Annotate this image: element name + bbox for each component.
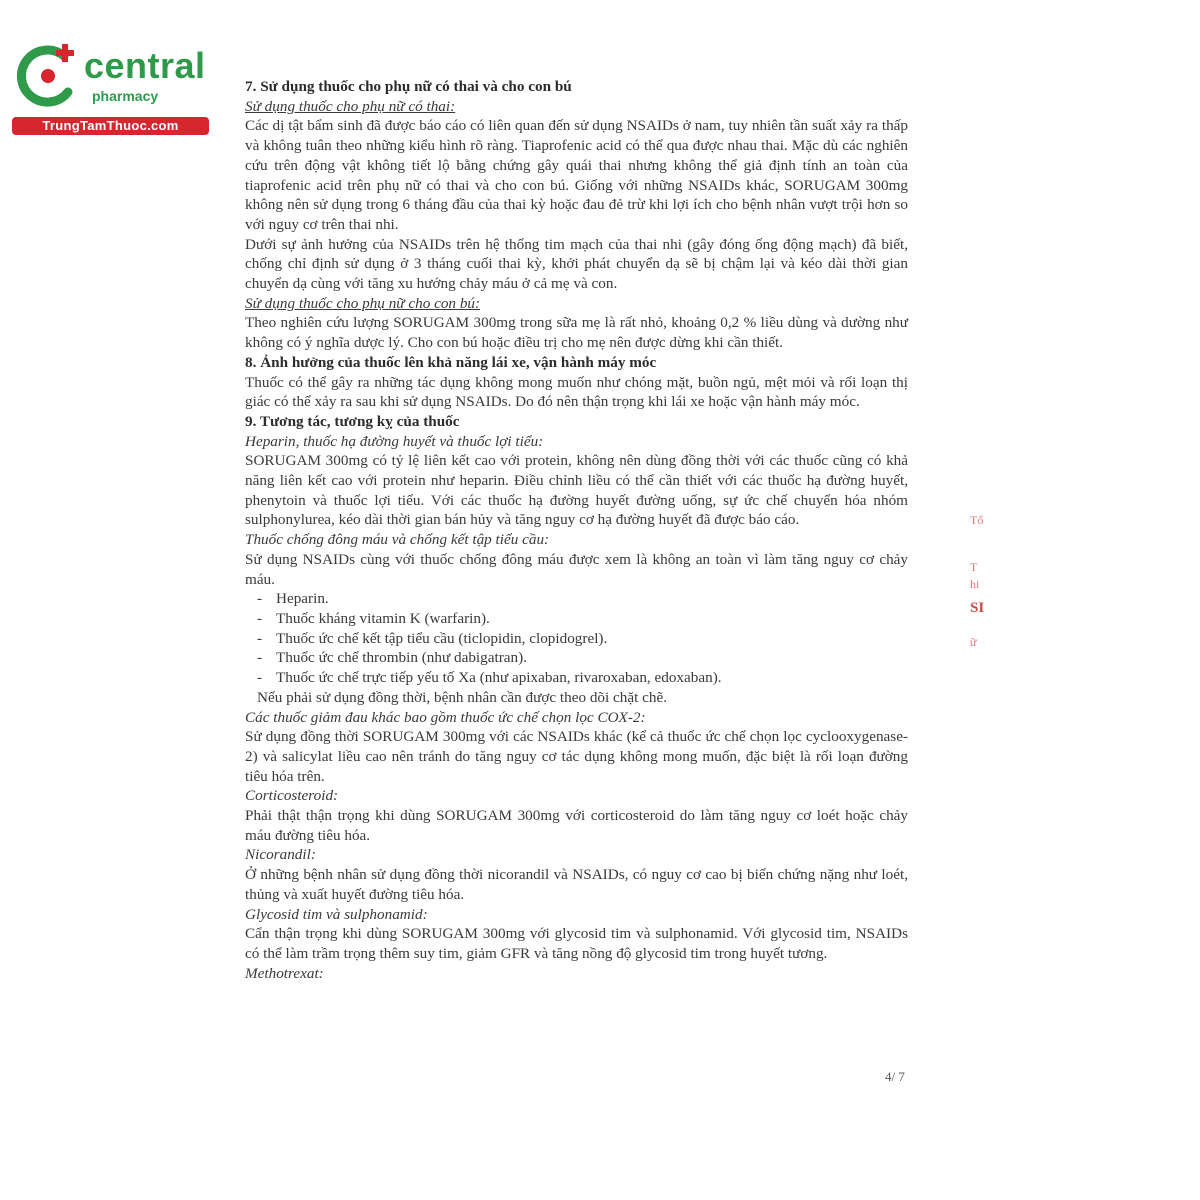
list-item: - Thuốc ức chế trực tiếp yếu tố Xa (như apixaban, rivaroxaban, edoxaban). [257, 668, 908, 688]
paragraph: Dưới sự ảnh hưởng của NSAIDs trên hệ thống tim mạch của thai nhi (gây đóng ống động mạch) đã biết, chống chỉ định sử dụng ở 3 tháng cuối thai kỳ, khởi phát chuyển dạ sẽ bị chậm lại và kéo dài thời gian chuyển dạ cùng với tăng xu hướng chảy máu ở cả mẹ và con. [245, 235, 908, 293]
paragraph: Ở những bệnh nhân sử dụng đồng thời nicorandil và NSAIDs, có nguy cơ cao bị biến chứng nặng như loét, thủng và xuất huyết đường tiêu hóa. [245, 866, 908, 903]
side-stamp [966, 505, 988, 660]
paragraph: Các dị tật bẩm sinh đã được báo cáo có liên quan đến sử dụng NSAIDs ở nam, tuy nhiên tần suất xảy ra thấp và không tuân theo những kiểu hình rõ ràng. Tiaprofenic acid có thể qua được nhau thai. Mặc dù các nghiên cứu trên động vật không tiết lộ bằng chứng gây quái thai nhưng không thể giả định tính an toàn của tiaprofenic acid trên phụ nữ có thai và cho con bú. Giống với những NSAIDs khác, SORUGAM 300mg không nên sử dụng trong 6 tháng đầu của thai kỳ hoặc đau đẻ trừ khi lợi ích cho bệnh nhân vượt trội hơn so với nguy cơ trên thai nhi. [245, 117, 908, 233]
section-heading: 8. Ảnh hưởng của thuốc lên khả năng lái xe, vận hành máy móc [245, 353, 657, 371]
bullet-list [245, 589, 908, 688]
stamp-mark: Tổ [970, 513, 984, 527]
paragraph: Phải thật thận trọng khi dùng SORUGAM 300mg với corticosteroid do làm tăng nguy cơ loét hoặc chảy máu đường tiêu hóa. [245, 807, 908, 844]
paragraph: Thuốc có thể gây ra những tác dụng không mong muốn như chóng mặt, buồn ngủ, mệt mỏi và rối loạn thị giác có thể xảy ra sau khi sử dụng NSAIDs. Do đó nên thận trọng khi lái xe hoặc vận hành máy móc. [245, 373, 908, 411]
list-item: - Heparin. [257, 589, 908, 609]
subsection-title: Methotrexat: [245, 964, 324, 982]
note-paragraph: Nếu phải sử dụng đồng thời, bệnh nhân cần được theo dõi chặt chẽ. [257, 688, 668, 706]
section-heading: 7. Sử dụng thuốc cho phụ nữ có thai và cho con bú [245, 78, 572, 95]
subsection-title: Heparin, thuốc hạ đường huyết và thuốc lợi tiểu: [245, 432, 544, 450]
list-item: - Thuốc ức chế kết tập tiểu cầu (ticlopidin, clopidogrel). [257, 629, 908, 649]
brand-url[interactable]: TrungTamThuoc.com [12, 117, 209, 135]
paragraph: SORUGAM 300mg có tỷ lệ liên kết cao với protein, không nên dùng đồng thời với các thuốc cũng có khả năng liên kết cao với protein như heparin. Điều chỉnh liều có thể cần thiết với các thuốc hạ đường huyết, phenytoin và thuốc lợi tiểu. Với các thuốc hạ đường huyết đường uống, sự ức chế chuyển hóa nhóm sulphonylurea, kéo dài thời gian bán hủy và tăng nguy cơ hạ đường huyết đã được báo cáo. [245, 452, 908, 529]
stamp-mark: T [970, 560, 978, 574]
paragraph: Sử dụng đồng thời SORUGAM 300mg với các NSAIDs khác (kể cả thuốc ức chế chọn lọc cyclooxygenase-2) và salicylat liều cao nên tránh do tăng nguy cơ tác dụng không mong muốn, đặc biệt là rối loạn đường tiêu hóa trên. [245, 728, 908, 785]
subsection-title: Các thuốc giảm đau khác bao gồm thuốc ức chế chọn lọc COX-2: [245, 708, 646, 726]
stamp-mark: ữ [970, 635, 977, 649]
brand-name: central [84, 45, 206, 86]
brand-sub: pharmacy [92, 88, 159, 104]
subsection-title: Corticosteroid: [245, 787, 339, 805]
subsection-title: Thuốc chống đông máu và chống kết tập tiểu cầu: [245, 531, 550, 549]
list-item: - Thuốc kháng vitamin K (warfarin). [257, 609, 908, 629]
stamp-mark: SI [970, 600, 985, 616]
paragraph: Cẩn thận trọng khi dùng SORUGAM 300mg với glycosid tim và sulphonamid. Với glycosid tim, NSAIDs có thể làm trầm trọng thêm suy tim, giảm GFR và tăng nồng độ glycosid tim trong huyết tương. [245, 925, 908, 962]
paragraph: Theo nghiên cứu lượng SORUGAM 300mg trong sữa mẹ là rất nhỏ, khoảng 0,2 % liều dùng và dường như không có ý nghĩa dược lý. Cho con bú hoặc điều trị cho mẹ nên được dừng khi cần thiết. [245, 314, 908, 352]
stamp-mark: hi [970, 577, 980, 591]
subsection-title: Sử dụng thuốc cho phụ nữ cho con bú: [245, 294, 481, 312]
subsection-title: Sử dụng thuốc cho phụ nữ có thai: [245, 97, 456, 115]
document-body [245, 77, 908, 983]
central-pharmacy-logo-icon [12, 38, 92, 118]
paragraph: Sử dụng NSAIDs cùng với thuốc chống đông máu được xem là không an toàn vì làm tăng nguy cơ chảy máu. [245, 550, 908, 588]
page-number: 4/ 7 [885, 1069, 905, 1084]
subsection-title: Glycosid tim và sulphonamid: [245, 905, 428, 923]
section-heading: 9. Tương tác, tương kỵ của thuốc [245, 412, 460, 430]
list-item: - Thuốc ức chế thrombin (như dabigatran). [257, 648, 908, 668]
subsection-title: Nicorandil: [245, 846, 316, 864]
